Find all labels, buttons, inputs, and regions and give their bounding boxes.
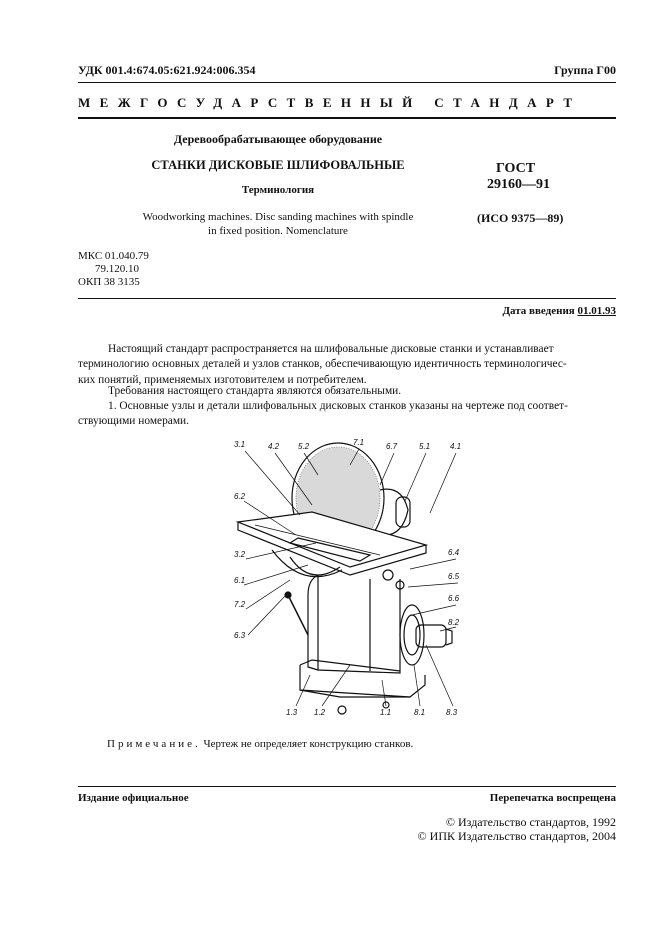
- label-1-2: 1.2: [314, 708, 326, 717]
- effective-date-value: 01.01.93: [577, 305, 616, 317]
- label-4-1: 4.1: [450, 442, 462, 451]
- english-title-line1: Woodworking machines. Disc sanding machines with spindle: [142, 211, 414, 223]
- label-7-1: 7.1: [353, 438, 365, 447]
- standard-banner: МЕЖГОСУДАРСТВЕННЫЙ СТАНДАРТ: [78, 95, 582, 110]
- note-text: Чертеж не определяет конструкцию станков.: [203, 738, 414, 750]
- label-6-1: 6.1: [234, 576, 246, 585]
- iso-reference: (ИСО 9375—89): [477, 211, 564, 225]
- label-6-7: 6.7: [386, 442, 398, 451]
- machine-drawing: [200, 435, 480, 725]
- reprint-forbidden: Перепечатка воспрещена: [489, 792, 616, 804]
- label-1-1: 1.1: [380, 708, 392, 717]
- label-3-1: 3.1: [234, 440, 246, 449]
- copyright-2004: © ИПК Издательство стандартов, 2004: [417, 829, 616, 843]
- label-8-2: 8.2: [448, 618, 460, 627]
- gost-number: 29160—91: [487, 177, 550, 192]
- label-3-2: 3.2: [234, 550, 246, 559]
- scope-line-1: Настоящий стандарт распространяется на шлифовальные дисковые станки и устанавливает: [108, 343, 554, 355]
- note-label: Примечание.: [107, 738, 201, 750]
- mks-code-2: 79.120.10: [95, 263, 139, 275]
- udk-code: УДК 001.4:674.05:621.924:006.354: [78, 63, 256, 77]
- mks-code-1: МКС 01.040.79: [78, 250, 149, 262]
- codes-rule: [78, 298, 616, 299]
- clause-1-line-2: ствующими номерами.: [78, 415, 189, 428]
- label-5-2: 5.2: [298, 442, 310, 451]
- official-edition: Издание официальное: [78, 792, 189, 804]
- okp-code: ОКП 38 3135: [78, 276, 140, 288]
- label-4-2: 4.2: [268, 442, 280, 451]
- clause-1-line-1: 1. Основные узлы и детали шлифовальных дисковых станков указаны на чертеже под соответ-: [108, 400, 568, 412]
- effective-date-label: Дата введения: [502, 305, 575, 317]
- requirements-line: Требования настоящего стандарта являются обязательными.: [108, 385, 402, 397]
- group-code: Группа Г00: [554, 63, 616, 77]
- copyright-1992: © Издательство стандартов, 1992: [445, 815, 616, 829]
- header-rule-thin: [78, 82, 616, 83]
- label-6-4: 6.4: [448, 548, 460, 557]
- subtitle: Терминология: [241, 184, 315, 196]
- label-1-3: 1.3: [286, 708, 298, 717]
- category-title: Деревообрабатывающее оборудование: [173, 132, 383, 146]
- effective-date: [502, 305, 616, 317]
- label-8-3: 8.3: [446, 708, 458, 717]
- label-5-1: 5.1: [419, 442, 431, 451]
- english-title-line2: in fixed position. Nomenclature: [208, 225, 348, 237]
- paragraph-requirements: [78, 384, 616, 399]
- paragraph-scope: [78, 342, 616, 388]
- main-title: СТАНКИ ДИСКОВЫЕ ШЛИФОВАЛЬНЫЕ: [151, 158, 405, 172]
- figure-note: [107, 738, 413, 750]
- scope-line-3: ких понятий, применяемых изготовителем и потребителем.: [78, 373, 367, 386]
- paragraph-clause-1: [78, 399, 616, 430]
- header-rule-thick: [78, 117, 616, 119]
- gost-label: ГОСТ: [496, 161, 536, 176]
- label-6-2: 6.2: [234, 492, 246, 501]
- label-7-2: 7.2: [234, 600, 246, 609]
- footer-rule: [78, 786, 616, 787]
- scope-line-2: терминологию основных деталей и узлов станков, обеспечивающую идентичность терминологичес-: [78, 358, 567, 371]
- label-6-3: 6.3: [234, 631, 246, 640]
- label-6-5: 6.5: [448, 572, 460, 581]
- label-8-1: 8.1: [414, 708, 426, 717]
- label-6-6: 6.6: [448, 594, 460, 603]
